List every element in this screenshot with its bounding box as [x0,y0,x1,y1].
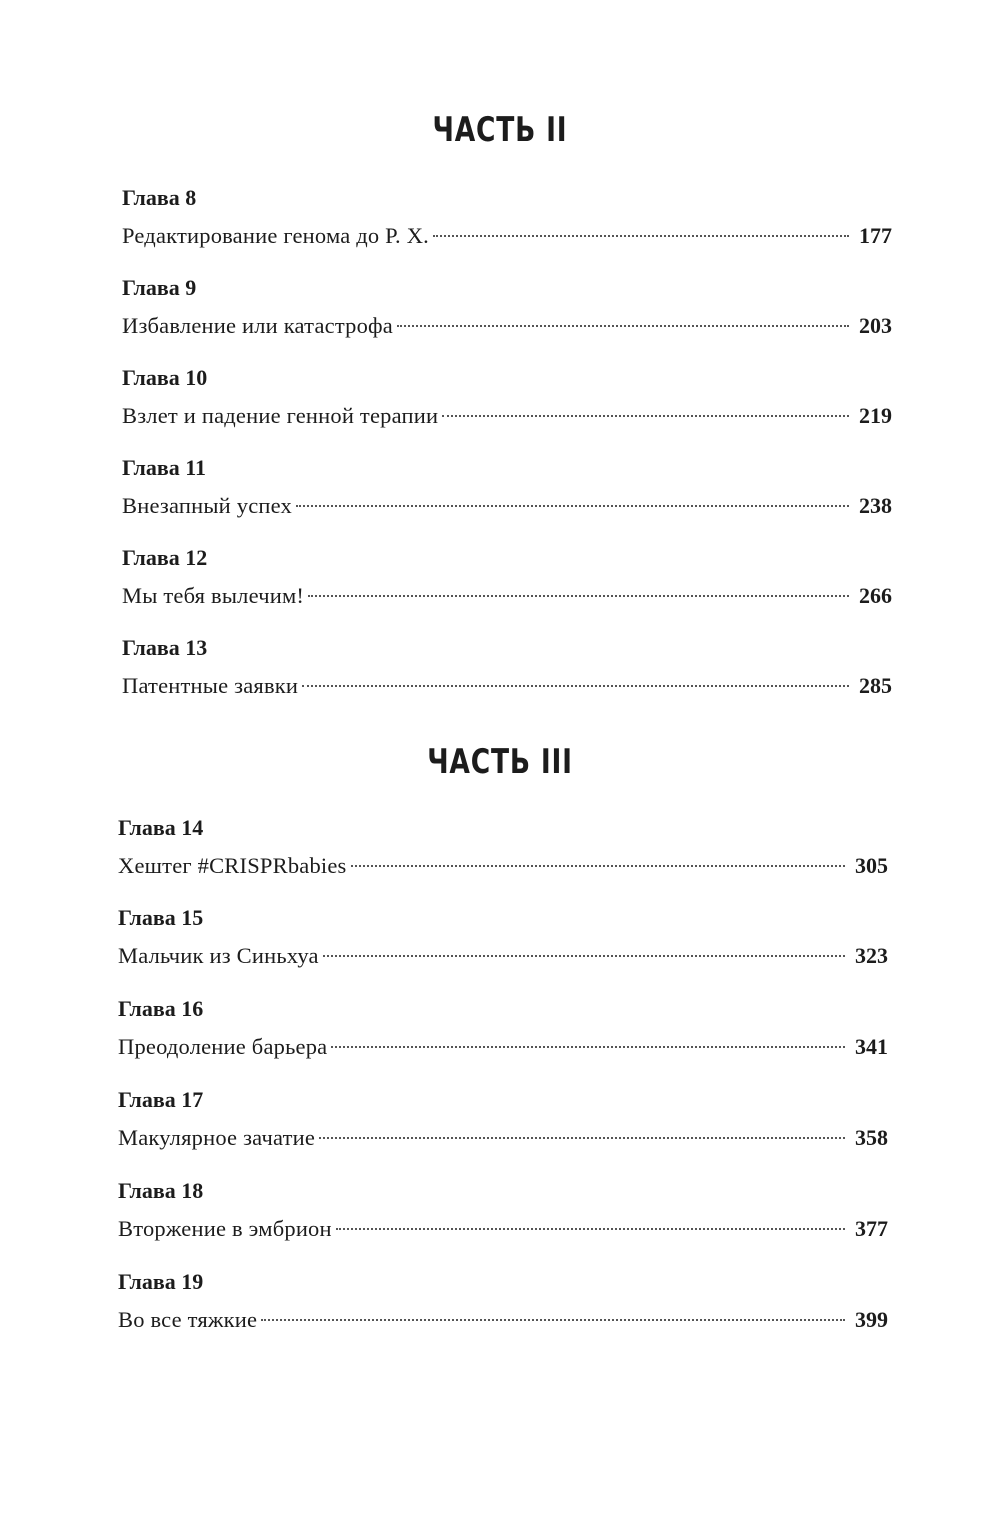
chapter-title: Преодоление барьера [118,1034,328,1059]
toc-entry[interactable] [118,994,888,1064]
dot-leader [302,685,849,687]
chapter-label: Глава 17 [118,1087,204,1112]
chapter-title: Избавление или катастрофа [122,313,393,338]
page-number: 203 [859,313,892,338]
chapter-title: Патентные заявки [122,673,299,698]
toc-entry[interactable] [122,453,892,523]
toc-entry[interactable] [118,1267,888,1337]
part-title: ЧАСТЬ III [427,742,573,782]
chapter-title: Редактирование генома до Р. Х. [122,223,429,248]
page-number: 358 [855,1125,888,1150]
chapter-title: Взлет и падение генной терапии [122,403,439,428]
page-number: 341 [855,1034,888,1059]
dot-leader [319,1137,845,1139]
chapter-row [118,1212,888,1246]
chapter-row [122,399,892,433]
chapter-row [118,939,888,973]
dot-leader [336,1228,845,1230]
dot-leader [397,325,849,327]
toc-entry[interactable] [122,633,892,703]
chapter-title: Хештег #CRISPRbabies [118,853,347,878]
toc-entry[interactable] [122,363,892,433]
chapter-label: Глава 8 [122,185,197,210]
chapter-label: Глава 10 [122,365,208,390]
chapter-label: Глава 14 [118,815,204,840]
dot-leader [308,595,849,597]
chapter-title: Мальчик из Синьхуа [118,943,319,968]
toc-entry[interactable] [122,543,892,613]
chapter-row [118,1030,888,1064]
toc-entry[interactable] [118,1176,888,1246]
page-number: 285 [859,673,892,698]
page-number: 305 [855,853,888,878]
page-number: 238 [859,493,892,518]
chapter-row [122,309,892,343]
toc-entry[interactable] [118,813,888,883]
chapter-title: Макулярное зачатие [118,1125,316,1150]
chapter-title: Вторжение в эмбрион [118,1216,332,1241]
chapter-label: Глава 18 [118,1178,204,1203]
chapter-row [118,1121,888,1155]
chapter-label: Глава 11 [122,455,207,480]
page-number: 377 [855,1216,888,1241]
chapter-title: Внезапный успех [122,493,292,518]
toc-entry[interactable] [122,183,892,253]
page-number: 323 [855,943,888,968]
page-number: 399 [855,1307,888,1332]
page-number: 177 [859,223,892,248]
toc-entry[interactable] [122,273,892,343]
chapter-label: Глава 9 [122,275,197,300]
dot-leader [442,415,849,417]
chapter-row [122,669,892,703]
chapter-title: Мы тебя вылечим! [122,583,305,608]
chapter-label: Глава 12 [122,545,208,570]
chapter-row [122,219,892,253]
dot-leader [296,505,849,507]
part-title: ЧАСТЬ II [432,110,568,150]
dot-leader [331,1046,845,1048]
toc-entry[interactable] [118,903,888,973]
chapter-row [118,849,888,883]
dot-leader [351,865,845,867]
chapter-label: Глава 15 [118,905,204,930]
dot-leader [433,235,849,237]
chapter-row [122,579,892,613]
toc-entry[interactable] [118,1085,888,1155]
page-number: 266 [859,583,892,608]
chapter-row [118,1303,888,1337]
dot-leader [323,955,845,957]
chapter-label: Глава 16 [118,996,204,1021]
chapter-label: Глава 19 [118,1269,204,1294]
dot-leader [261,1319,845,1321]
page-number: 219 [859,403,892,428]
chapter-title: Во все тяжкие [118,1307,258,1332]
chapter-label: Глава 13 [122,635,208,660]
chapter-row [122,489,892,523]
